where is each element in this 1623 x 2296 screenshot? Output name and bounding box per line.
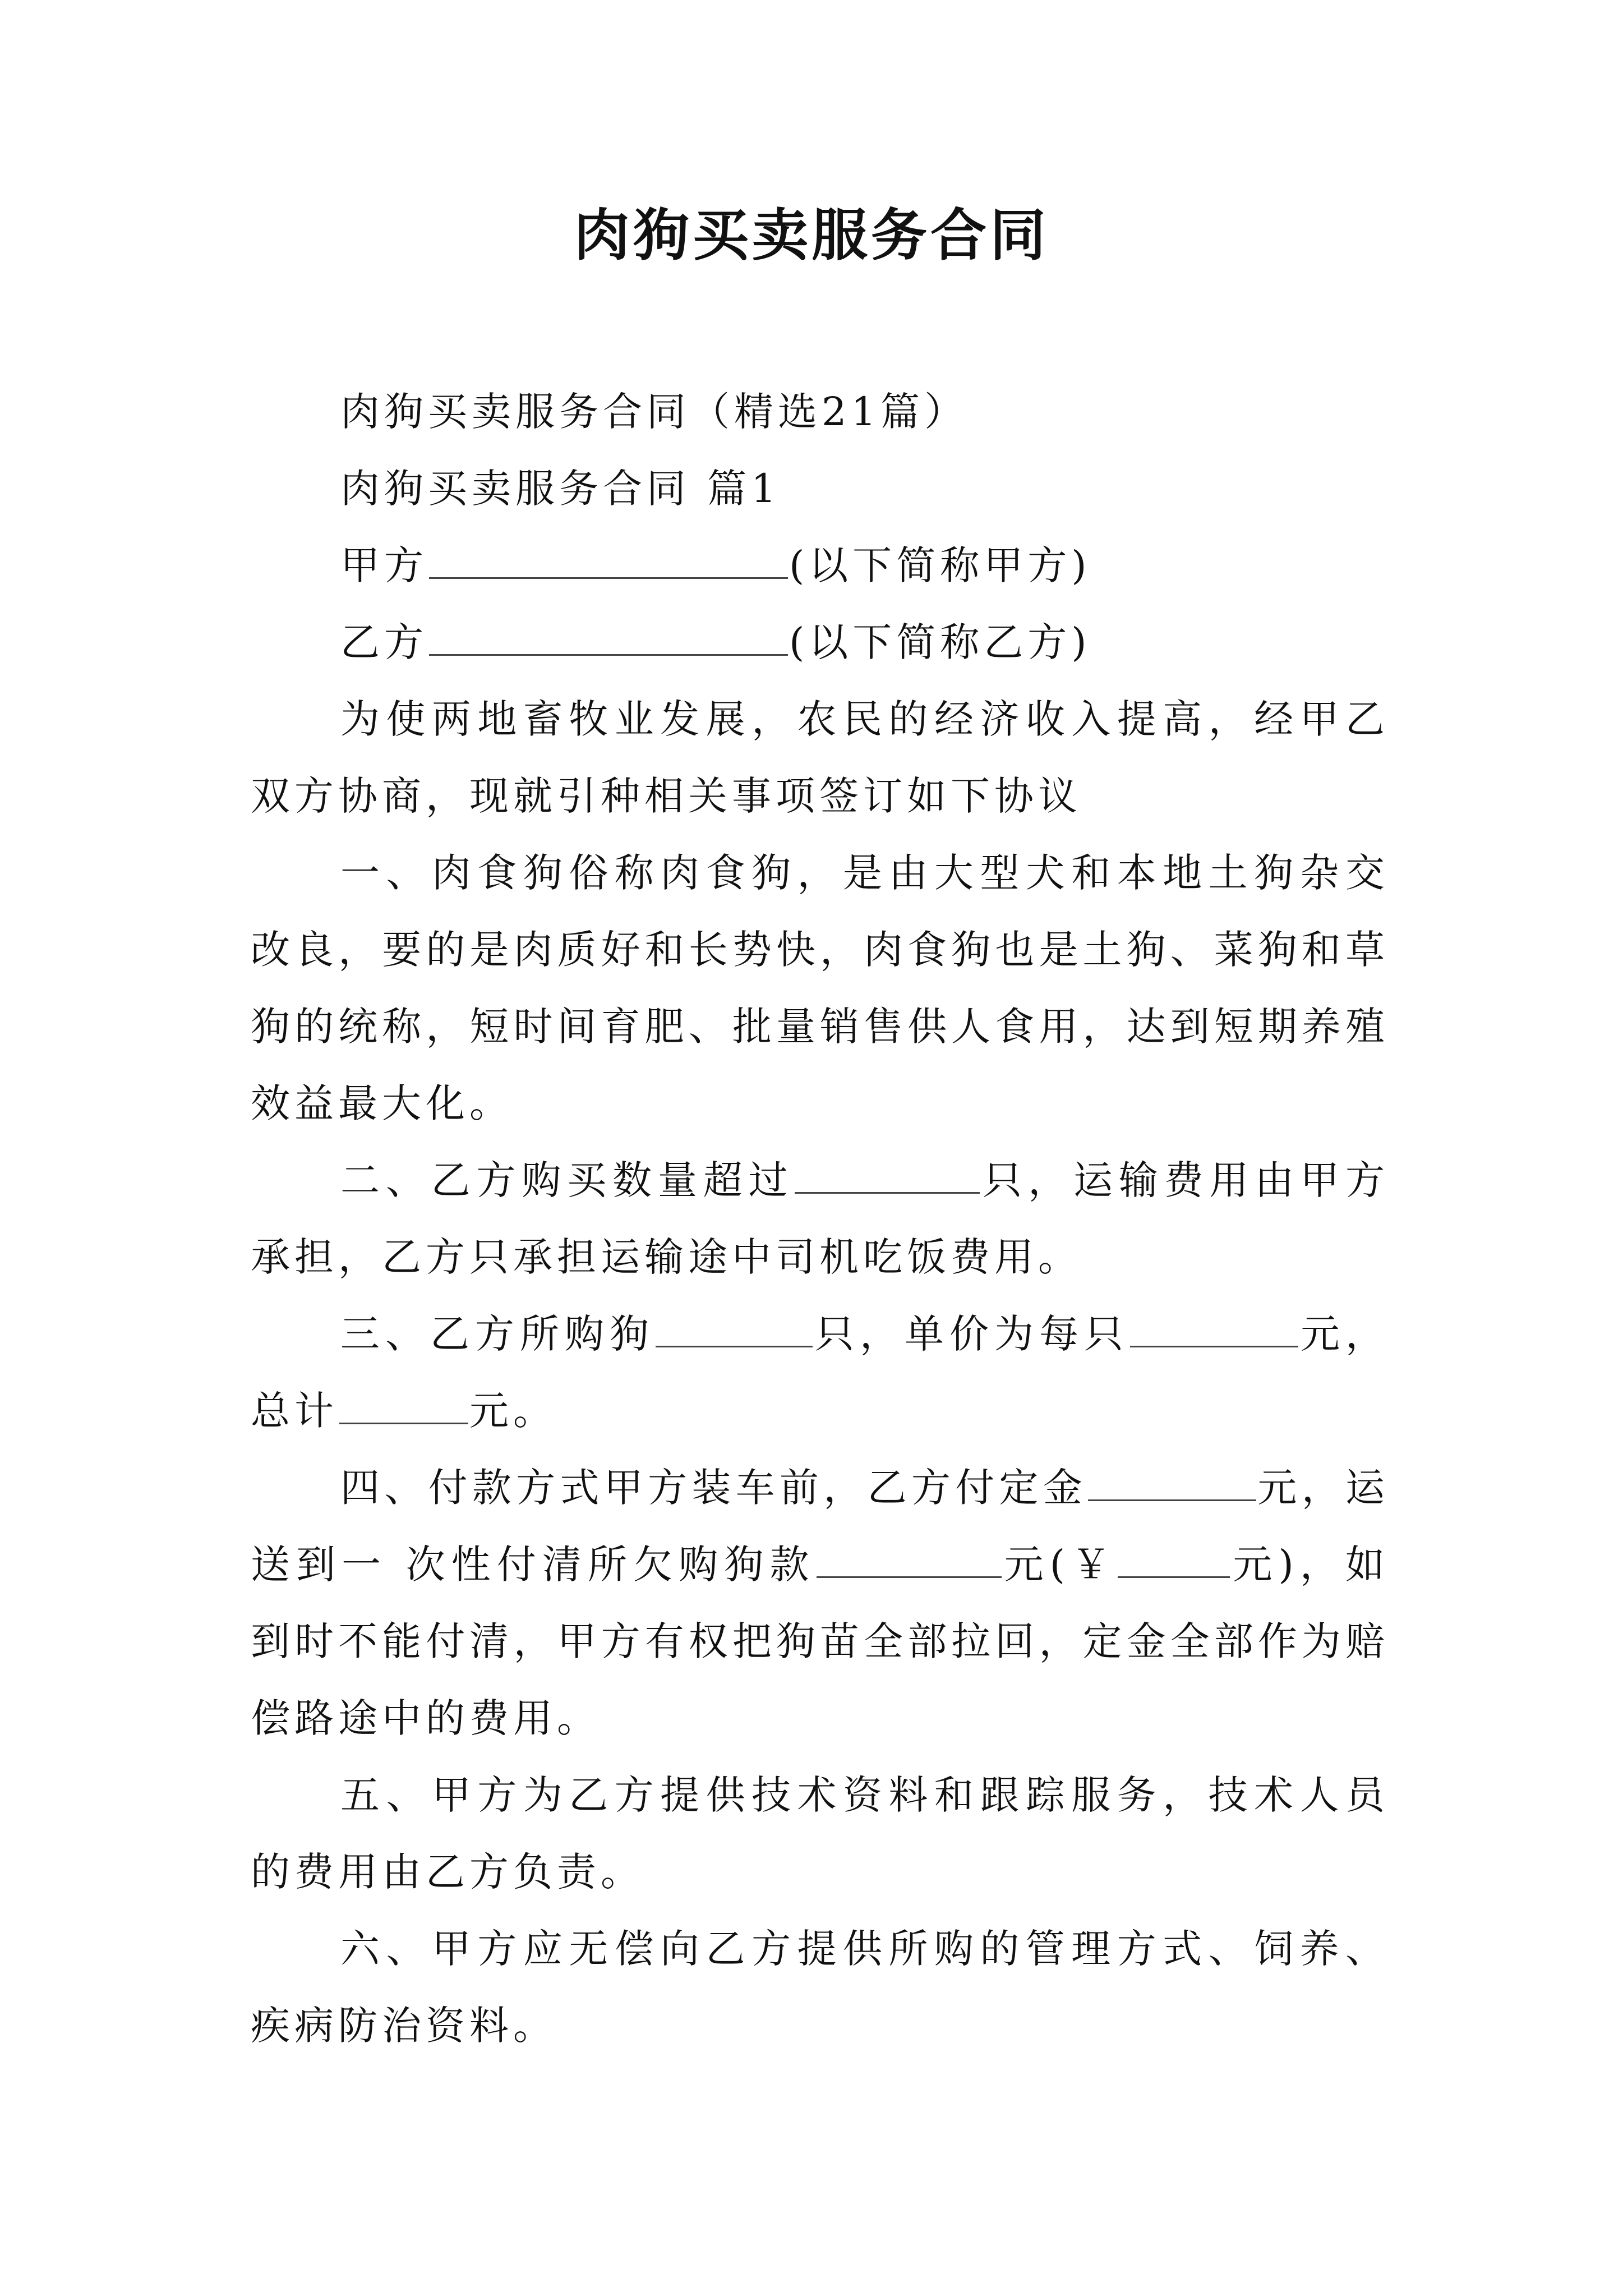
clause-4-text-2: 元，运送到一 次性付清所欠购狗款 [251, 1465, 1390, 1588]
party-a-label: 甲方 [340, 542, 428, 588]
clause-2 [251, 1142, 1389, 1296]
clause-3-text-2: 只，单价为每只 [814, 1311, 1129, 1357]
clause-4 [251, 1450, 1389, 1757]
section-heading: 肉狗买卖服务合同 篇1 [340, 466, 781, 512]
party-a-blank [429, 545, 788, 579]
deposit-blank [1088, 1467, 1256, 1501]
document-subtitle: 肉狗买卖服务合同（精选21篇） [340, 389, 969, 435]
dog-count-blank [656, 1313, 813, 1347]
balance-figure-blank [1118, 1544, 1230, 1578]
unit-price-blank [1130, 1313, 1298, 1347]
clause-3-text-1: 三、乙方所购狗 [340, 1311, 654, 1357]
clause-4-text-3: 元(￥ [1002, 1542, 1117, 1588]
clause-6: 六、甲方应无偿向乙方提供所购的管理方式、饲养、疾病防治资料。 [251, 1926, 1389, 2049]
document-body [251, 374, 1389, 2064]
party-b-blank [429, 622, 788, 656]
clause-3-text-4: 元。 [469, 1388, 557, 1434]
party-b-label: 乙方 [340, 619, 428, 665]
total-amount-blank [339, 1390, 468, 1424]
party-a-line [251, 527, 1389, 604]
quantity-threshold-blank [795, 1159, 980, 1194]
clause-2-text-2: 只，运输费用由甲方承担，乙方只承担运输途中司机吃饭费用。 [251, 1157, 1390, 1280]
clause-2-text-1: 二、乙方购买数量超过 [340, 1157, 794, 1203]
clause-4-text-1: 四、付款方式甲方装车前，乙方付定金 [340, 1465, 1087, 1511]
clause-5: 五、甲方为乙方提供技术资料和跟踪服务，技术人员的费用由乙方负责。 [251, 1772, 1389, 1895]
clause-4-text-4: 元)，如到时不能付清，甲方有权把狗苗全部拉回，定金全部作为赔偿路途中的费用。 [251, 1542, 1389, 1741]
party-b-line [251, 604, 1389, 681]
balance-blank [817, 1544, 1002, 1578]
clause-3-text-3: 元，总计 [251, 1311, 1389, 1434]
party-a-suffix: (以下简称甲方) [789, 542, 1091, 588]
preamble-paragraph: 为使两地畜牧业发展，农民的经济收入提高，经甲乙双方协商，现就引种相关事项签订如下协议 [251, 696, 1389, 819]
clause-1: 一、肉食狗俗称肉食狗，是由大型犬和本地土狗杂交改良，要的是肉质好和长势快，肉食狗也是土狗、菜狗和草狗的统称，短时间育肥、批量销售供人食用，达到短期养殖效益最大化。 [251, 850, 1389, 1126]
clause-3 [251, 1296, 1389, 1450]
document-title: 肉狗买卖服务合同 [574, 203, 1049, 268]
party-b-suffix: (以下简称乙方) [789, 619, 1091, 665]
